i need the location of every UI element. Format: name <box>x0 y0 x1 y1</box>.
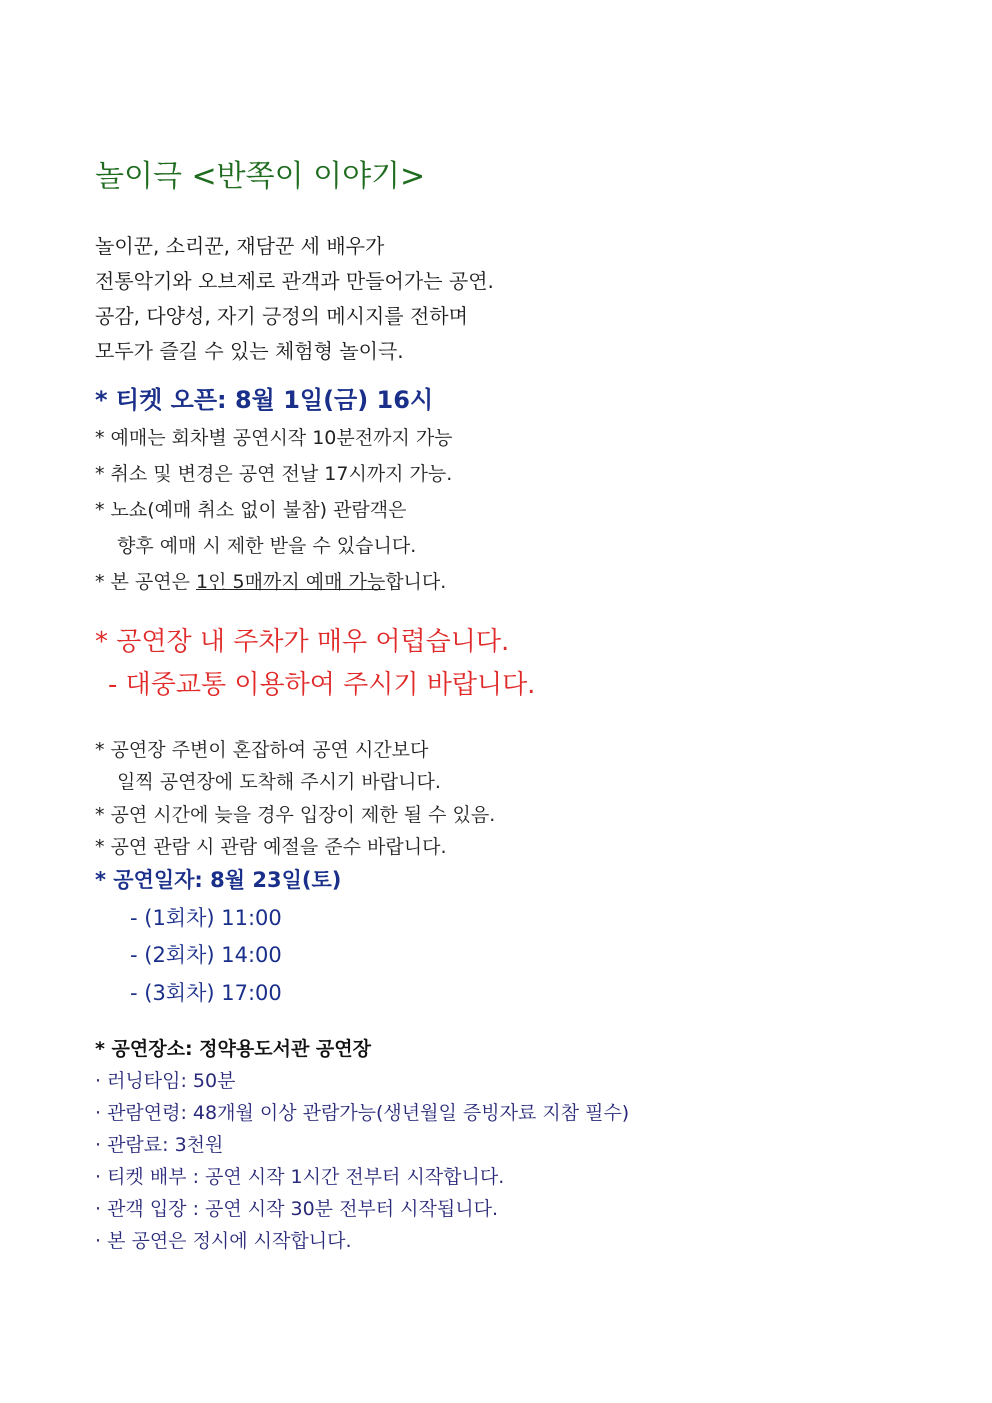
booking-note: * 예매는 회차별 공연시작 10분전까지 가능 <box>95 427 453 449</box>
arrival-note: * 공연장 주변이 혼잡하여 공연 시간보다 <box>95 739 429 761</box>
info-item: · 관람연령: 48개월 이상 관람가능(생년월일 증빙자료 지참 필수) <box>95 1102 630 1124</box>
purchase-limit-note <box>95 573 446 592</box>
schedule-session: - (2회차) 14:00 <box>130 943 282 967</box>
intro-line: 모두가 즐길 수 있는 체험형 놀이극. <box>95 339 404 363</box>
schedule-session: - (1회차) 11:00 <box>130 906 282 930</box>
schedule-session: - (3회차) 17:00 <box>130 981 282 1005</box>
intro-line: 놀이꾼, 소리꾼, 재담꾼 세 배우가 <box>95 234 385 258</box>
info-item: · 관람료: 3천원 <box>95 1134 224 1156</box>
info-item: · 러닝타임: 50분 <box>95 1070 236 1092</box>
schedule-heading: * 공연일자: 8월 23일(토) <box>95 868 342 892</box>
booking-note: * 취소 및 변경은 공연 전날 17시까지 가능. <box>95 463 453 485</box>
booking-note: * 노쇼(예매 취소 없이 불참) 관람객은 <box>95 499 407 521</box>
booking-note: 향후 예매 시 제한 받을 수 있습니다. <box>117 535 417 557</box>
info-item: · 티켓 배부 : 공연 시작 1시간 전부터 시작합니다. <box>95 1166 505 1188</box>
page-title: 놀이극 <반쪽이 이야기> <box>95 159 426 194</box>
ticket-open-heading: * 티켓 오픈: 8월 1일(금) 16시 <box>95 386 434 414</box>
purchase-limit-suffix: 합니다. <box>385 571 447 593</box>
info-item: · 본 공연은 정시에 시작합니다. <box>95 1230 352 1252</box>
info-item: · 관객 입장 : 공연 시작 30분 전부터 시작됩니다. <box>95 1198 498 1220</box>
parking-warning: * 공연장 내 주차가 매우 어렵습니다. <box>95 627 510 657</box>
parking-warning: - 대중교통 이용하여 주시기 바랍니다. <box>108 670 536 700</box>
arrival-note: 일찍 공연장에 도착해 주시기 바랍니다. <box>117 771 441 793</box>
purchase-limit-underlined: 1인 5매까지 예매 가능 <box>196 571 386 593</box>
intro-line: 공감, 다양성, 자기 긍정의 메시지를 전하며 <box>95 304 468 328</box>
venue-heading: * 공연장소: 정약용도서관 공연장 <box>95 1038 371 1060</box>
intro-line: 전통악기와 오브제로 관객과 만들어가는 공연. <box>95 269 494 293</box>
arrival-note: * 공연 시간에 늦을 경우 입장이 제한 될 수 있음. <box>95 804 496 826</box>
purchase-limit-prefix: * 본 공연은 <box>95 571 197 593</box>
arrival-note: * 공연 관람 시 관람 예절을 준수 바랍니다. <box>95 836 447 858</box>
